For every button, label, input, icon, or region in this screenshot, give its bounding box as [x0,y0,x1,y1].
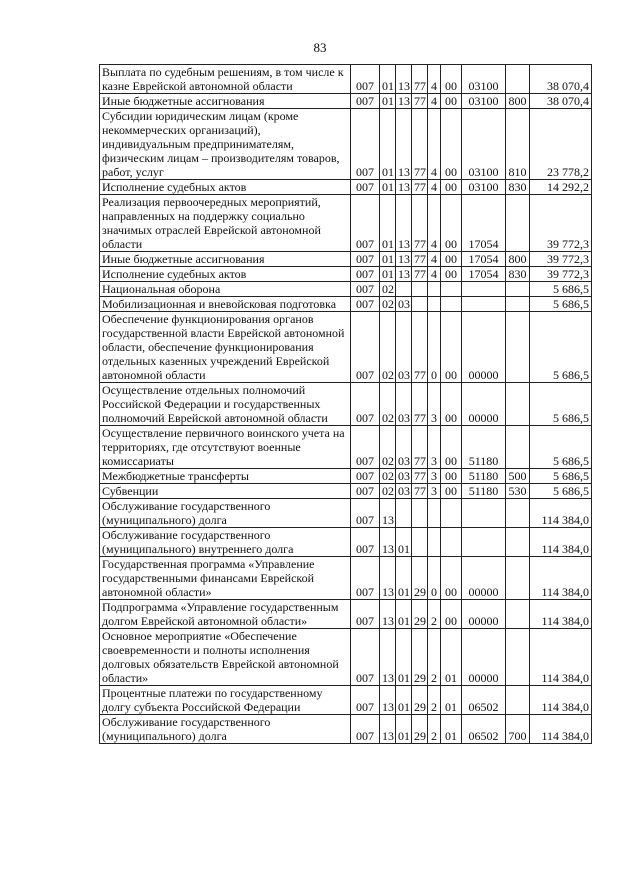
program-code: 29 [412,557,428,600]
section-code: 02 [380,282,396,297]
subprogram-code: 4 [428,180,441,195]
subsection-code: 13 [396,109,412,180]
grbs-code: 007 [351,65,380,94]
program-code [412,528,428,557]
activity-code: 00 [441,94,462,109]
amount: 5 686,5 [530,297,592,312]
subprogram-code: 4 [428,65,441,94]
direction-code: 17054 [462,195,506,252]
table-row [100,109,592,180]
section-code: 13 [380,715,396,744]
amount: 114 384,0 [530,600,592,629]
activity-code: 00 [441,557,462,600]
activity-code: 00 [441,252,462,267]
subprogram-code: 2 [428,629,441,686]
row-name: Выплата по судебным решениям, в том числе к казне Еврейской автономной области [100,65,351,94]
expense-type-code [506,629,530,686]
program-code [412,499,428,528]
grbs-code: 007 [351,484,380,499]
program-code: 77 [412,65,428,94]
direction-code: 00000 [462,312,506,383]
row-name: Исполнение судебных актов [100,267,351,282]
table-row [100,528,592,557]
amount: 114 384,0 [530,686,592,715]
page-number: 83 [313,40,327,55]
subprogram-code [428,499,441,528]
subprogram-code: 3 [428,426,441,469]
grbs-code: 007 [351,528,380,557]
section-code: 02 [380,383,396,426]
row-name: Субсидии юридическим лицам (кроме некоммерческих организаций), индивидуальным предпринимателям, физическим лицам – производителям товаров, работ, услуг [100,109,351,180]
subprogram-code [428,528,441,557]
row-name: Мобилизационная и вневойсковая подготовка [100,297,351,312]
program-code: 77 [412,109,428,180]
activity-code: 00 [441,469,462,484]
program-code: 77 [412,252,428,267]
subprogram-code: 4 [428,267,441,282]
activity-code: 00 [441,426,462,469]
expense-type-code: 800 [506,252,530,267]
subsection-code: 13 [396,195,412,252]
program-code: 77 [412,484,428,499]
table-row [100,426,592,469]
amount: 5 686,5 [530,484,592,499]
program-code: 77 [412,94,428,109]
section-code: 01 [380,252,396,267]
row-name: Осуществление первичного воинского учета на территориях, где отсутствуют военные комиссариаты [100,426,351,469]
amount: 14 292,2 [530,180,592,195]
program-code: 77 [412,312,428,383]
section-code: 02 [380,469,396,484]
activity-code [441,528,462,557]
table-row [100,282,592,297]
expense-type-code: 530 [506,484,530,499]
subprogram-code: 3 [428,383,441,426]
subsection-code: 01 [396,600,412,629]
amount: 39 772,3 [530,267,592,282]
subsection-code: 13 [396,267,412,282]
amount: 38 070,4 [530,65,592,94]
program-code: 77 [412,383,428,426]
amount: 5 686,5 [530,426,592,469]
grbs-code: 007 [351,94,380,109]
grbs-code: 007 [351,469,380,484]
amount: 5 686,5 [530,312,592,383]
expense-type-code [506,282,530,297]
direction-code: 00000 [462,557,506,600]
activity-code [441,282,462,297]
section-code: 02 [380,484,396,499]
subsection-code: 01 [396,715,412,744]
direction-code: 17054 [462,267,506,282]
subsection-code [396,499,412,528]
row-name: Реализация первоочередных мероприятий, направленных на поддержку социально значимых отраслей Еврейской автономной области [100,195,351,252]
grbs-code: 007 [351,252,380,267]
row-name: Обслуживание государственного (муниципального) долга [100,715,351,744]
program-code: 77 [412,267,428,282]
program-code: 29 [412,629,428,686]
row-name: Иные бюджетные ассигнования [100,94,351,109]
direction-code: 06502 [462,686,506,715]
activity-code [441,499,462,528]
expense-type-code [506,686,530,715]
amount: 23 778,2 [530,109,592,180]
table-row [100,180,592,195]
table-row [100,469,592,484]
section-code: 13 [380,499,396,528]
expense-type-code [506,426,530,469]
grbs-code: 007 [351,600,380,629]
section-code: 02 [380,426,396,469]
subprogram-code: 0 [428,312,441,383]
amount: 5 686,5 [530,469,592,484]
subprogram-code: 4 [428,195,441,252]
activity-code: 01 [441,629,462,686]
activity-code: 00 [441,267,462,282]
table-row [100,195,592,252]
table-body [100,65,592,744]
subsection-code [396,282,412,297]
expense-type-code: 830 [506,180,530,195]
subprogram-code: 4 [428,252,441,267]
direction-code: 03100 [462,180,506,195]
activity-code: 00 [441,312,462,383]
row-name: Субвенции [100,484,351,499]
activity-code: 00 [441,600,462,629]
amount: 39 772,3 [530,195,592,252]
grbs-code: 007 [351,715,380,744]
subprogram-code: 4 [428,109,441,180]
table-row [100,600,592,629]
section-code: 13 [380,557,396,600]
amount: 5 686,5 [530,383,592,426]
section-code: 01 [380,109,396,180]
expense-type-code: 700 [506,715,530,744]
table-row [100,252,592,267]
subprogram-code: 3 [428,469,441,484]
table-row [100,94,592,109]
activity-code: 00 [441,383,462,426]
grbs-code: 007 [351,297,380,312]
activity-code: 00 [441,195,462,252]
program-code: 29 [412,686,428,715]
subprogram-code: 2 [428,600,441,629]
expense-type-code [506,65,530,94]
direction-code [462,499,506,528]
program-code: 77 [412,195,428,252]
grbs-code: 007 [351,686,380,715]
grbs-code: 007 [351,557,380,600]
subprogram-code: 4 [428,94,441,109]
row-name: Межбюджетные трансферты [100,469,351,484]
program-code: 29 [412,600,428,629]
subsection-code: 13 [396,65,412,94]
section-code: 02 [380,297,396,312]
activity-code: 00 [441,65,462,94]
row-name: Обслуживание государственного (муниципального) долга [100,499,351,528]
amount: 114 384,0 [530,557,592,600]
subprogram-code: 2 [428,715,441,744]
grbs-code: 007 [351,629,380,686]
row-name: Иные бюджетные ассигнования [100,252,351,267]
grbs-code: 007 [351,195,380,252]
section-code: 13 [380,528,396,557]
expense-type-code: 810 [506,109,530,180]
direction-code: 03100 [462,65,506,94]
subprogram-code: 2 [428,686,441,715]
amount: 114 384,0 [530,629,592,686]
expense-type-code [506,383,530,426]
activity-code: 01 [441,686,462,715]
row-name: Национальная оборона [100,282,351,297]
section-code: 02 [380,312,396,383]
direction-code: 51180 [462,469,506,484]
section-code: 01 [380,195,396,252]
table-row [100,484,592,499]
section-code: 01 [380,65,396,94]
expense-type-code: 830 [506,267,530,282]
table-row [100,297,592,312]
section-code: 01 [380,94,396,109]
direction-code: 00000 [462,383,506,426]
subsection-code: 03 [396,383,412,426]
expense-type-code [506,528,530,557]
grbs-code: 007 [351,383,380,426]
grbs-code: 007 [351,180,380,195]
grbs-code: 007 [351,282,380,297]
subsection-code: 01 [396,557,412,600]
row-name: Процентные платежи по государственному долгу субъекта Российской Федерации [100,686,351,715]
amount: 38 070,4 [530,94,592,109]
grbs-code: 007 [351,499,380,528]
subsection-code: 13 [396,180,412,195]
table-row [100,715,592,744]
program-code [412,297,428,312]
subprogram-code: 0 [428,557,441,600]
subsection-code: 01 [396,528,412,557]
expense-type-code [506,312,530,383]
subprogram-code: 3 [428,484,441,499]
direction-code: 03100 [462,109,506,180]
program-code: 77 [412,180,428,195]
table-row [100,267,592,282]
grbs-code: 007 [351,267,380,282]
subsection-code: 13 [396,94,412,109]
table-row [100,557,592,600]
direction-code: 06502 [462,715,506,744]
row-name: Осуществление отдельных полномочий Российской Федерации и государственных полномочий Еврейской автономной области [100,383,351,426]
direction-code: 00000 [462,629,506,686]
amount: 114 384,0 [530,499,592,528]
expense-type-code [506,557,530,600]
subsection-code: 01 [396,686,412,715]
expense-type-code [506,499,530,528]
table-row [100,629,592,686]
table-row [100,686,592,715]
grbs-code: 007 [351,312,380,383]
budget-table [99,64,592,744]
expense-type-code: 800 [506,94,530,109]
row-name: Исполнение судебных актов [100,180,351,195]
section-code: 01 [380,267,396,282]
subsection-code: 03 [396,297,412,312]
amount: 39 772,3 [530,252,592,267]
expense-type-code [506,195,530,252]
grbs-code: 007 [351,426,380,469]
table-row [100,65,592,94]
subsection-code: 03 [396,312,412,383]
section-code: 13 [380,629,396,686]
row-name: Подпрограмма «Управление государственным долгом Еврейской автономной области» [100,600,351,629]
direction-code [462,528,506,557]
amount: 114 384,0 [530,715,592,744]
expense-type-code: 500 [506,469,530,484]
direction-code [462,297,506,312]
direction-code [462,282,506,297]
subsection-code: 01 [396,629,412,686]
activity-code [441,297,462,312]
direction-code: 51180 [462,484,506,499]
row-name: Основное мероприятие «Обеспечение своевременности и полноты исполнения долговых обязательств Еврейской автономной области» [100,629,351,686]
activity-code: 00 [441,484,462,499]
expense-type-code [506,600,530,629]
program-code: 77 [412,426,428,469]
subsection-code: 03 [396,469,412,484]
subprogram-code [428,297,441,312]
row-name: Обеспечение функционирования органов государственной власти Еврейской автономной области, обеспечение функционирования отдельных казенных учреждений Еврейской автономной области [100,312,351,383]
subprogram-code [428,282,441,297]
table-row [100,499,592,528]
section-code: 13 [380,686,396,715]
expense-type-code [506,297,530,312]
program-code: 29 [412,715,428,744]
direction-code: 03100 [462,94,506,109]
subsection-code: 03 [396,484,412,499]
row-name: Обслуживание государственного (муниципального) внутреннего долга [100,528,351,557]
activity-code: 01 [441,715,462,744]
program-code [412,282,428,297]
direction-code: 51180 [462,426,506,469]
program-code: 77 [412,469,428,484]
direction-code: 17054 [462,252,506,267]
direction-code: 00000 [462,600,506,629]
row-name: Государственная программа «Управление государственными финансами Еврейской автономной области» [100,557,351,600]
amount: 114 384,0 [530,528,592,557]
amount: 5 686,5 [530,282,592,297]
grbs-code: 007 [351,109,380,180]
subsection-code: 03 [396,426,412,469]
section-code: 13 [380,600,396,629]
table-row [100,383,592,426]
activity-code: 00 [441,109,462,180]
activity-code: 00 [441,180,462,195]
subsection-code: 13 [396,252,412,267]
section-code: 01 [380,180,396,195]
table-row [100,312,592,383]
